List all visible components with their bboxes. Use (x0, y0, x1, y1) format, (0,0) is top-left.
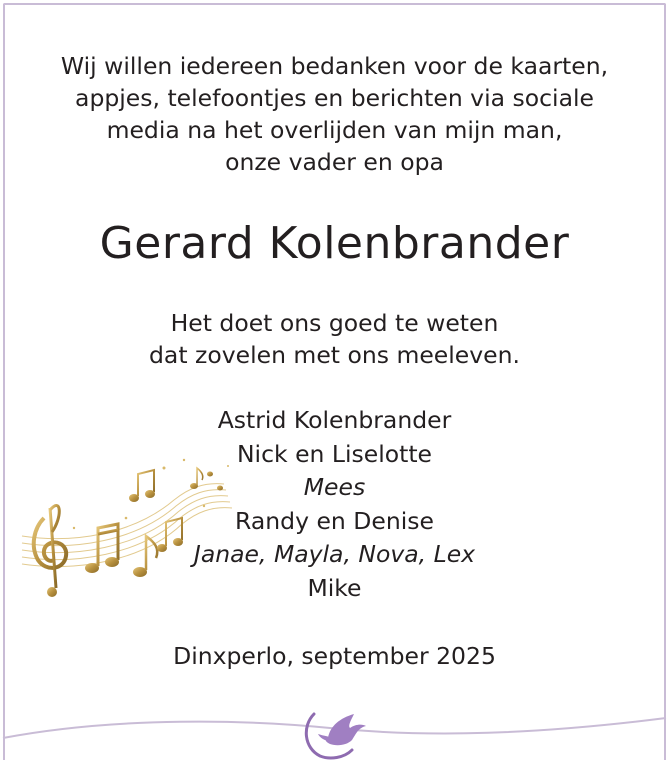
family-member: Nick en Liselotte (236, 439, 433, 468)
family-member: Astrid Kolenbrander (217, 406, 452, 434)
intro-line: appjes, telefoontjes en berichten via sociale (75, 84, 594, 112)
place-date: Dinxperlo, september 2025 (173, 642, 496, 670)
family-member: Mees (303, 473, 366, 501)
dove-icon (300, 708, 370, 760)
family-member: Mike (307, 573, 362, 602)
intro-line: media na het overlijden van mijn man, (106, 116, 563, 144)
intro-text (20, 50, 649, 178)
family-member: Randy en Denise (235, 506, 434, 535)
deceased-name: Gerard Kolenbrander (99, 218, 570, 269)
thanks-text (20, 307, 649, 371)
family-member: Janae, Mayla, Nova, Lex (193, 540, 476, 568)
thanks-line: Het doet ons goed te weten (170, 309, 499, 337)
thanks-line: dat zovelen met ons meeleven. (149, 341, 520, 369)
intro-line: onze vader en opa (225, 148, 444, 176)
music-notes-icon (14, 448, 234, 608)
intro-line: Wij willen iedereen bedanken voor de kaarten, (60, 52, 609, 80)
